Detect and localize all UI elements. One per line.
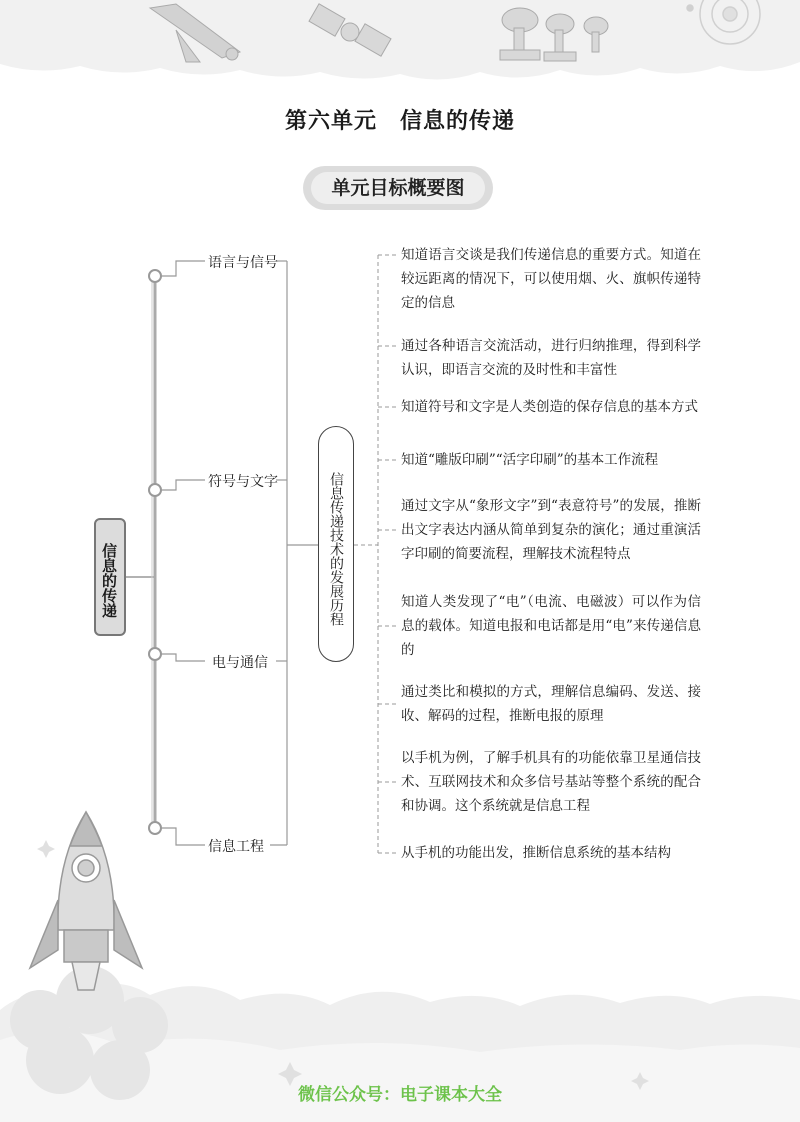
goal-item: 从手机的功能出发，推断信息系统的基本结构 [401, 845, 671, 861]
goal-item: 知道“雕版印刷”“活字印刷”的基本工作流程 [401, 452, 659, 468]
mindmap-root: 信息的传递 [94, 518, 126, 636]
goal-item: 知道语言交谈是我们传递信息的重要方式。知道在较远距离的情况下，可以使用烟、火、旗帜传递特定的信息 [401, 247, 701, 311]
page-title: 第六单元 信息的传递 [284, 108, 515, 134]
goal-item: 通过各种语言交流活动，进行归纳推理，得到科学认识，即语言交流的及时性和丰富性 [401, 338, 701, 378]
goal-item: 通过类比和模拟的方式，理解信息编码、发送、接收、解码的过程，推断电报的原理 [401, 684, 701, 724]
branch-electric-communication: 电与通信 [212, 655, 268, 671]
branch-symbol-text: 符号与文字 [208, 474, 278, 490]
footer-watermark: 微信公众号：电子课本大全 [298, 1085, 502, 1105]
goal-item: 以手机为例，了解手机具有的功能依靠卫星通信技术、互联网技术和众多信号基站等整个系统的配合和协调。这个系统就是信息工程 [401, 750, 701, 814]
goal-item: 知道符号和文字是人类创造的保存信息的基本方式 [401, 399, 698, 415]
goal-item: 通过文字从“象形文字”到“表意符号”的发展，推断出文字表达内涵从简单到复杂的演化；通过重演活字印刷的简要流程，理解技术流程特点 [401, 498, 701, 562]
section-badge: 单元目标概要图 [311, 172, 485, 204]
mindmap-center-topic: 信息传递技术的发展历程 [318, 426, 354, 662]
goal-item: 知道人类发现了“电”（电流、电磁波）可以作为信息的载体。知道电报和电话都是用“电”来传递信息的 [401, 594, 701, 658]
branch-language-signal: 语言与信号 [208, 255, 278, 271]
branch-information-engineering: 信息工程 [208, 839, 264, 855]
